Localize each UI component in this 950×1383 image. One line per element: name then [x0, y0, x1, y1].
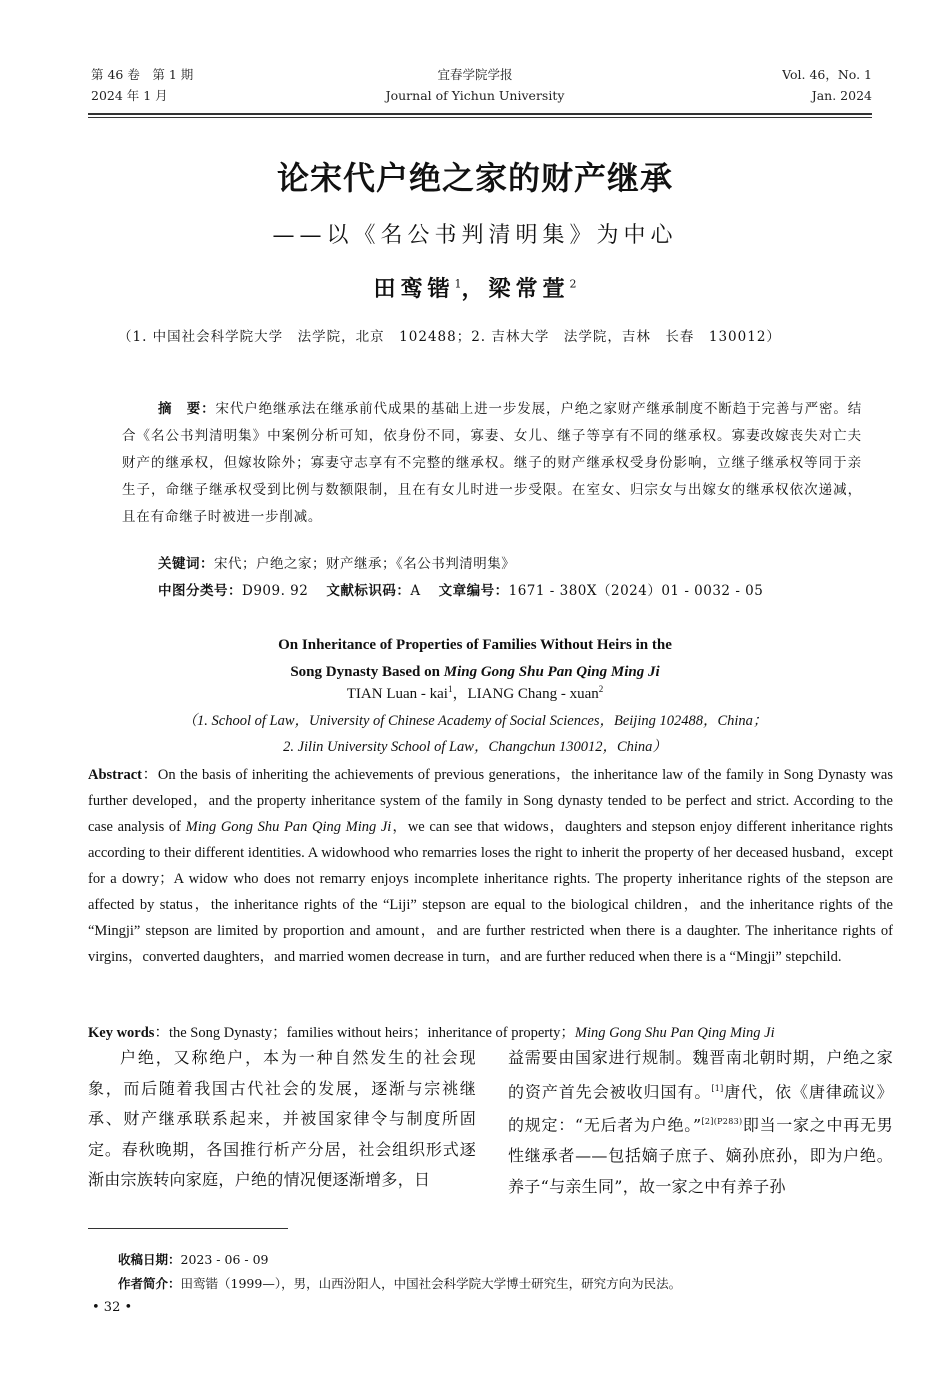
- author-separator: ，: [461, 276, 489, 302]
- issue-date-en: Jan. 2024: [811, 88, 872, 103]
- clc-label: 中图分类号：: [158, 583, 242, 599]
- body-column-left: [88, 1043, 476, 1196]
- journal-name-cn: 宜春学院学报: [437, 67, 513, 82]
- abstract-cn-text: 宋代户绝继承法在继承前代成果的基础上进一步发展，户绝之家财产继承制度不断趋于完善与严密。结合《名公书判清明集》中案例分析可知，依身份不同，寡妻、女儿、继子等享有不同的继承权。寡妻改嫁丧失对亡夫财产的继承权，但嫁妆除外；寡妻守志享有不完整的继承权。继子的财产继承权受身份影响，立继子继承权等同于亲生子，命继子继承权受到比例与数额限制，且在有女儿时进一步受限。在室女、归宗女与出嫁女的继承权依次递减，且在有命继子时被进一步削减。: [122, 401, 863, 525]
- footnote-rule: [88, 1228, 288, 1229]
- journal-name: [300, 64, 650, 106]
- header-rule-thin: [88, 117, 872, 118]
- english-title-book: Ming Gong Shu Pan Qing Ming Ji: [443, 664, 660, 680]
- english-affil-mark: 2: [598, 684, 604, 694]
- keywords-en: [88, 1021, 893, 1042]
- english-authors: [0, 682, 950, 703]
- english-title-prefix: Song Dynasty Based on: [290, 664, 444, 680]
- body-paragraph: 户绝，又称绝户，本为一种自然发生的社会现象，而后随着我国古代社会的发展，逐渐与宗祧继承、财产继承联系起来，并被国家律令与制度所固定。春秋晚期，各国推行析产分居，社会组织形式逐渐由宗族转向家庭，户绝的情况便逐渐增多，日: [88, 1048, 476, 1189]
- article-no-label: 文章编号：: [438, 583, 509, 599]
- received-label: 收稿日期：: [118, 1252, 181, 1267]
- affiliation: （1. 中国社会科学院大学 法学院，北京 102488；2. 吉林大学 法学院，吉林 长春 130012）: [118, 329, 781, 345]
- abstract-en-book: Ming Gong Shu Pan Qing Ming Ji: [185, 819, 392, 835]
- clc-value: D909. 92: [242, 583, 309, 599]
- keywords-en-colon: ：: [154, 1025, 169, 1041]
- english-author-name: LIANG Chang - xuan: [467, 686, 599, 702]
- volume-issue-en: Vol. 46，No. 1: [782, 67, 872, 82]
- body-column-right: [508, 1043, 893, 1202]
- article-subtitle: ——以《名公书判清明集》为中心: [272, 223, 678, 248]
- received-date: [118, 1250, 268, 1268]
- article-no-value: 1671 - 380X（2024）01 - 0032 - 05: [508, 583, 764, 599]
- abstract-cn-label: 摘 要：: [158, 401, 216, 417]
- citation-mark: [2](P283): [701, 1117, 743, 1127]
- author-name: 梁常萱: [488, 276, 570, 302]
- abstract-en-text-1: On the basis of inheriting the achievements of previous generations，the inheritance law of the family in Song Dynasty was further developed，and the property inheritance system of the family in Song dynasty tended to be perfect and strict. According to the case analysis of: [88, 767, 893, 835]
- english-author-name: TIAN Luan - kai: [346, 686, 448, 702]
- keywords-en-book: Ming Gong Shu Pan Qing Ming Ji: [574, 1025, 775, 1041]
- journal-issue-info: [91, 64, 193, 106]
- abstract-en-colon: ：: [141, 767, 158, 783]
- body-text: 即当一家之中再无男性继承者——包括嫡子庶子、嫡孙庶孙，即为户绝。养子“与亲生同”，故一家之中有养子孙: [508, 1115, 894, 1196]
- citation-mark: [1]: [711, 1083, 724, 1093]
- bio-value: 田鸾锴（1999—），男，山西汾阳人，中国社会科学院大学博士研究生，研究方向为民法。: [180, 1276, 682, 1291]
- keywords-cn-text: 宋代；户绝之家；财产继承；《名公书判清明集》: [214, 556, 516, 572]
- english-affil-line1: （1. School of Law，University of Chinese Academy of Social Sciences，Beijing 102488，China；: [182, 713, 768, 729]
- keywords-cn: [158, 552, 858, 572]
- classification-line: [158, 579, 858, 599]
- received-value: 2023 - 06 - 09: [180, 1252, 269, 1267]
- keywords-cn-label: 关键词：: [158, 556, 214, 572]
- abstract-cn: [122, 396, 862, 531]
- doc-code-label: 文献标识码：: [326, 583, 411, 599]
- keywords-en-label: Key words: [88, 1025, 155, 1041]
- english-author-separator: ，: [452, 686, 468, 702]
- journal-issue-info-en: [782, 64, 872, 106]
- article-title: 论宋代户绝之家的财产继承: [276, 159, 673, 197]
- english-title: [0, 632, 950, 686]
- journal-name-en: Journal of Yichun University: [385, 88, 565, 103]
- author-name: 田鸾锴: [373, 276, 455, 302]
- english-title-line1: On Inheritance of Properties of Families Without Heirs in the: [278, 637, 672, 653]
- header-rule-thick: [88, 113, 872, 115]
- abstract-en: [88, 762, 893, 970]
- issue-date: 2024 年 1 月: [91, 88, 168, 103]
- bio-label: 作者简介：: [118, 1276, 181, 1291]
- body-text: 益需要由国家进行规制。魏晋南北朝时期，户绝之家的资产首先会被收归国有。: [508, 1048, 893, 1101]
- english-affil-line2: 2. Jilin University School of Law，Changchun 130012，China）: [283, 739, 667, 755]
- author-list: [0, 272, 950, 303]
- keywords-en-text: the Song Dynasty；families without heirs；inheritance of property；: [168, 1025, 575, 1041]
- english-affil-mark: 1: [447, 684, 453, 694]
- abstract-en-label: Abstract: [88, 767, 142, 783]
- author-affil-mark: 2: [569, 277, 577, 291]
- body-text: 唐代，依《唐律疏议》的规定：“无后者为户绝。”: [508, 1081, 893, 1135]
- english-affiliation: [0, 708, 950, 760]
- doc-code-value: A: [410, 583, 421, 599]
- abstract-en-text-2: ，we can see that widows，daughters and stepson enjoy different inheritance rights according to their different identities. A widowhood who remarries loses the right to inherit the property of her deceased husband，except for a dowry；A widow who does not remarry enjoys incomplete inheritance rights. The property inheritance rights of the stepson are affected by status，the inheritance rights of the “Liji” stepson are equal to the biological children，and the inheritance rights of the “Mingji” stepson are limited by proportion and amount，and are further restricted when there is a daughter. The inheritance rights of virgins，converted daughters，and married women decrease in turn，and are further reduced when there is a “Mingji” stepchild.: [88, 819, 893, 965]
- page-number: • 32 •: [92, 1300, 133, 1315]
- author-affil-mark: 1: [454, 277, 462, 291]
- volume-issue: 第 46 卷 第 1 期: [91, 67, 194, 82]
- author-bio: [118, 1274, 681, 1292]
